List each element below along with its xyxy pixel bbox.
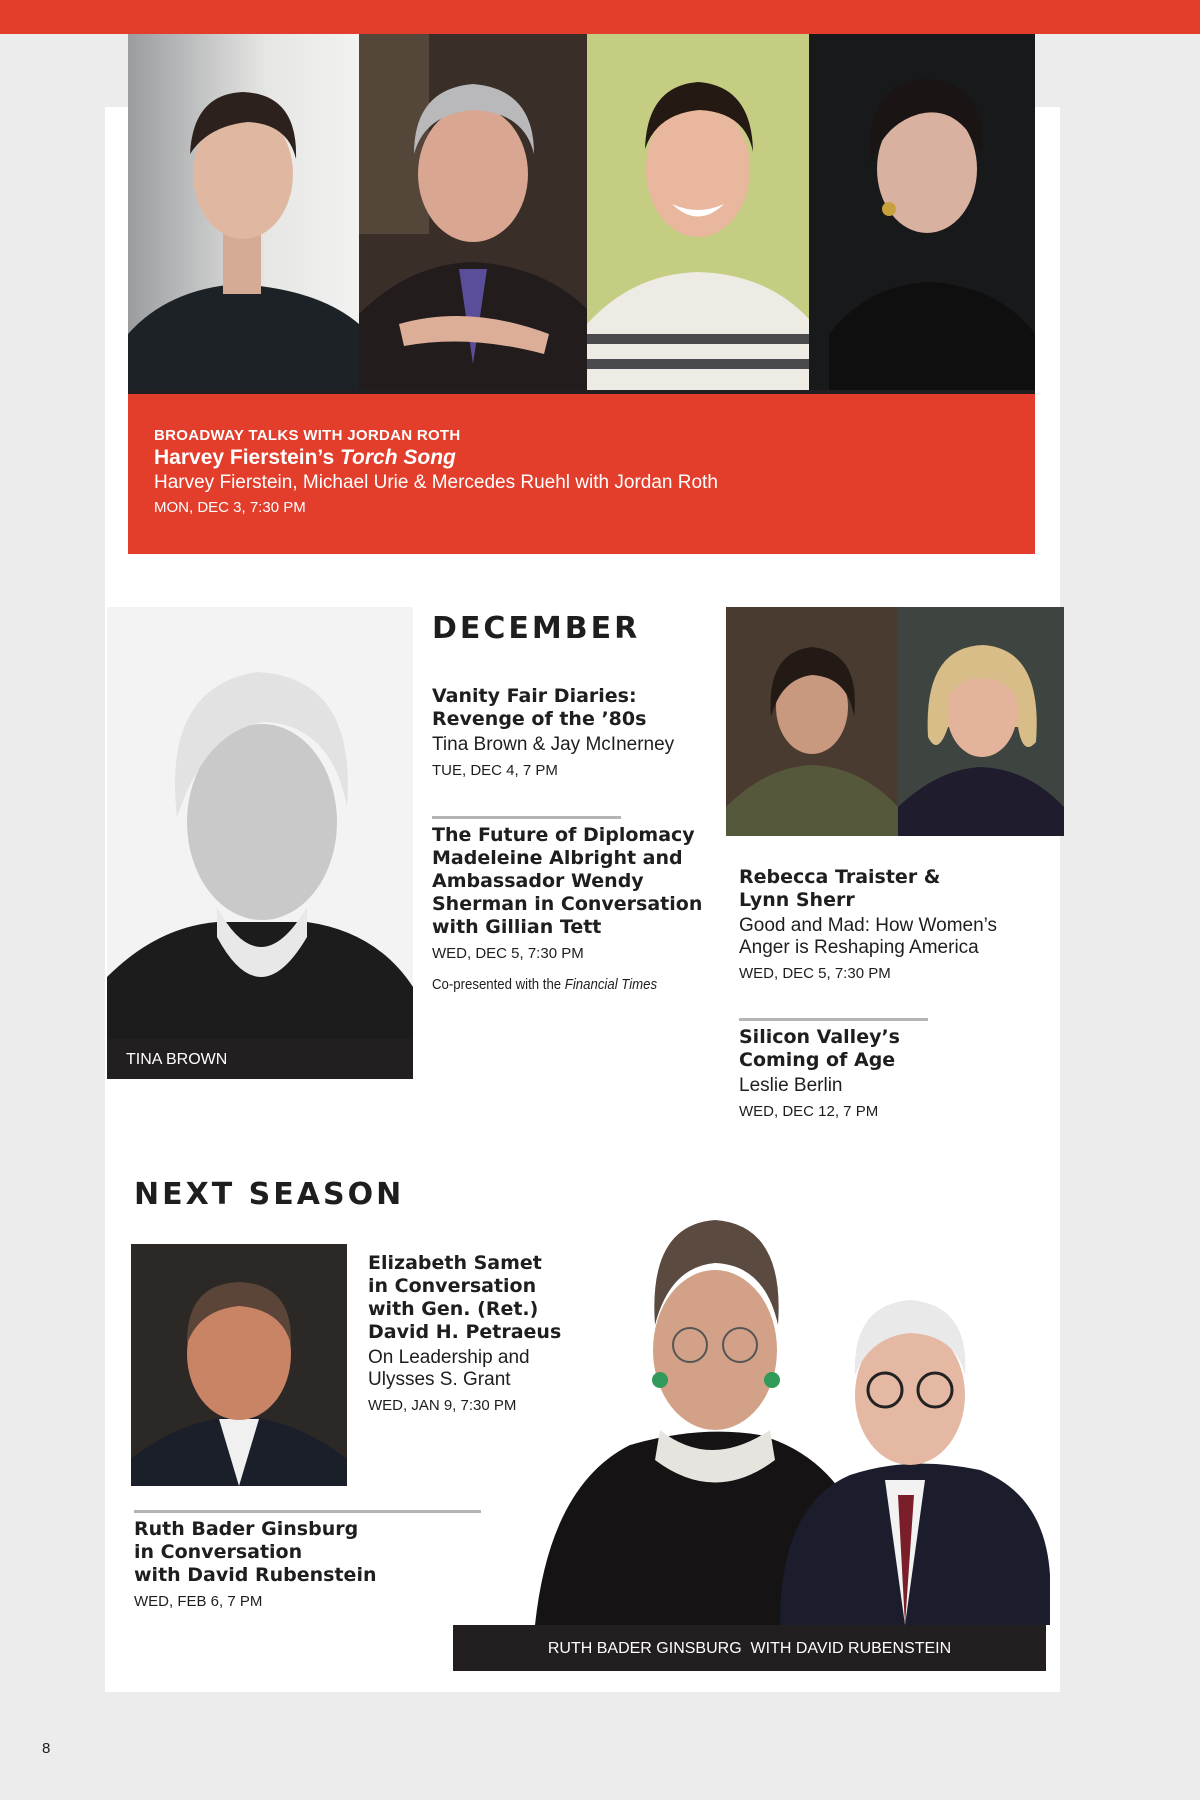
event-co-presenter-note: Co-presented with the Financial Times: [432, 976, 658, 993]
tina-brown-photo: [107, 607, 413, 1039]
event-subtitle: Good and Mad: How Women’s Anger is Reshaping America: [739, 915, 998, 958]
next-season-heading: NEXT SEASON: [134, 1177, 405, 1212]
event-title: Rebecca Traister & Lynn Sherr: [739, 866, 941, 911]
event-rebecca-traister[interactable]: [739, 866, 1039, 982]
feature-series: BROADWAY TALKS WITH JORDAN ROTH: [154, 427, 461, 444]
event-title: The Future of Diplomacy Madeleine Albright and Ambassador Wendy Sherman in Conversation with Gillian Tett: [432, 824, 703, 938]
tina-brown-caption: TINA BROWN: [107, 1039, 413, 1079]
lynn-sherr-photo: [898, 607, 1064, 836]
event-when: WED, DEC 5, 7:30 PM: [739, 965, 891, 982]
ginsburg-rubenstein-photo: [530, 1195, 1050, 1625]
event-when: WED, DEC 5, 7:30 PM: [432, 945, 584, 962]
event-title: Silicon Valley’s Coming of Age: [739, 1026, 900, 1071]
event-vanity-fair[interactable]: [432, 685, 712, 779]
event-ruth-bader-ginsburg[interactable]: [134, 1518, 434, 1610]
page-number: 8: [42, 1740, 51, 1757]
event-future-of-diplomacy[interactable]: [432, 824, 712, 993]
top-accent-bar: [0, 0, 1200, 34]
feature-when: MON, DEC 3, 7:30 PM: [154, 499, 306, 516]
event-title: Vanity Fair Diaries: Revenge of the ’80s: [432, 685, 647, 730]
event-when: WED, FEB 6, 7 PM: [134, 1593, 263, 1610]
event-when: WED, JAN 9, 7:30 PM: [368, 1397, 517, 1414]
petraeus-photo: [131, 1244, 347, 1486]
event-subtitle: On Leadership and Ulysses S. Grant: [368, 1347, 530, 1390]
divider-rule: [739, 1018, 928, 1021]
event-subtitle: Tina Brown & Jay McInerney: [432, 734, 675, 755]
ginsburg-rubenstein-caption: RUTH BADER GINSBURG WITH DAVID RUBENSTEIN: [453, 1625, 1046, 1671]
event-title: Elizabeth Samet in Conversation with Gen. (Ret.) David H. Petraeus: [368, 1252, 562, 1343]
rebecca-traister-photo: [726, 607, 898, 836]
event-when: WED, DEC 12, 7 PM: [739, 1103, 879, 1120]
feature-event-box[interactable]: [128, 394, 1035, 554]
feature-title: Harvey Fierstein’s Torch Song: [154, 446, 456, 469]
portrait-photo-1: [128, 34, 359, 394]
feature-title-italic: Torch Song: [340, 446, 456, 469]
event-when: TUE, DEC 4, 7 PM: [432, 762, 558, 779]
divider-rule: [134, 1510, 481, 1513]
divider-rule: [432, 816, 621, 819]
december-heading: DECEMBER: [432, 611, 641, 646]
event-subtitle: Leslie Berlin: [739, 1075, 843, 1096]
event-silicon-valley[interactable]: [739, 1026, 1039, 1120]
portrait-photo-2: [359, 34, 587, 394]
feature-people: Harvey Fierstein, Michael Urie & Mercedes Ruehl with Jordan Roth: [154, 472, 718, 493]
portrait-photo-3: [587, 34, 809, 394]
portrait-photo-4: [809, 34, 1035, 394]
event-title: Ruth Bader Ginsburg in Conversation with David Rubenstein: [134, 1518, 377, 1586]
